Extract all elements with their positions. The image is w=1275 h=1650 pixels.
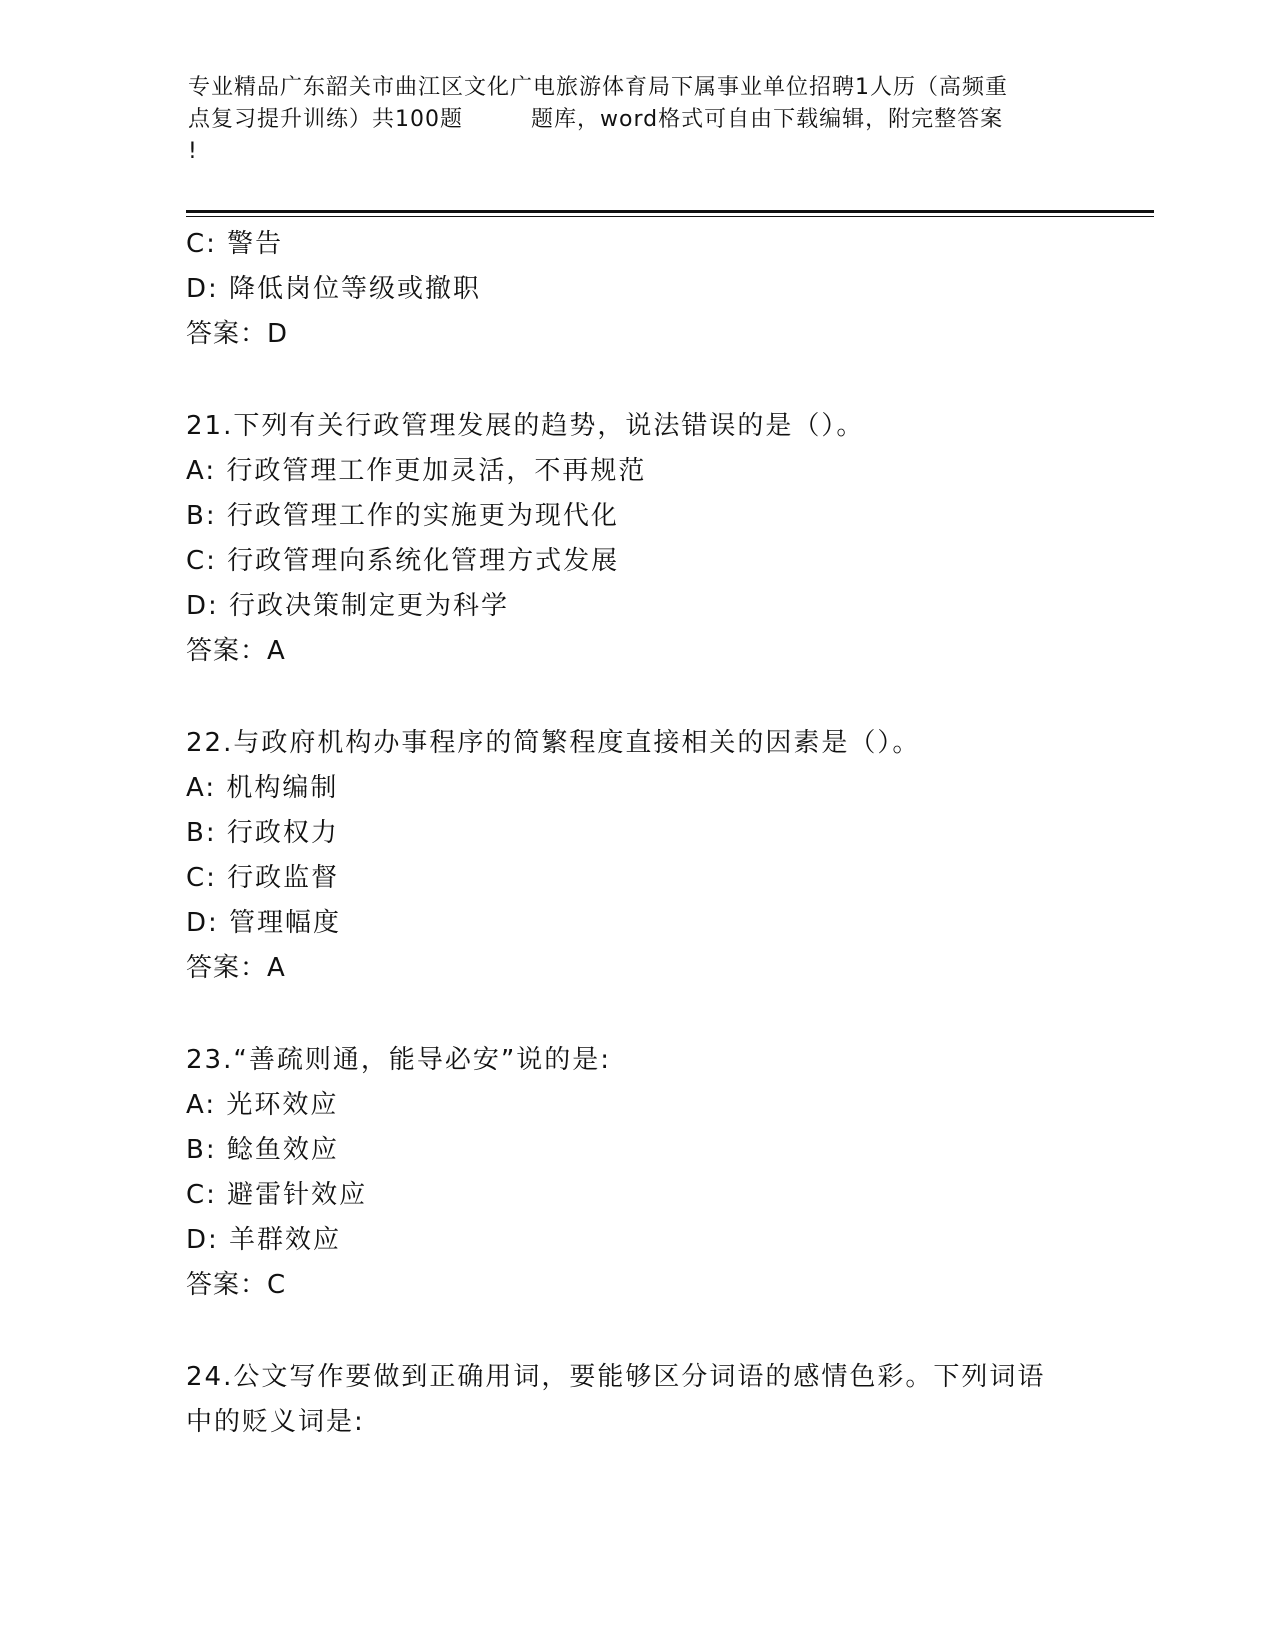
q21-answer: 答案：A: [186, 636, 286, 666]
q21-option-c: C: 行政管理向系统化管理方式发展: [186, 546, 620, 576]
header-rule-thick: [186, 210, 1154, 213]
header-line-2b: 题库，word格式可自由下载编辑，附完整答案: [531, 107, 1004, 132]
q22-answer: 答案：A: [186, 953, 286, 983]
q21-question: 21.下列有关行政管理发展的趋势，说法错误的是（）。: [186, 411, 865, 441]
document-header: [188, 72, 1088, 168]
q21-option-b: B: 行政管理工作的实施更为现代化: [186, 501, 619, 531]
question-content: [186, 222, 1086, 1445]
q21-option-d: D: 行政决策制定更为科学: [186, 591, 510, 621]
q22-option-a: A: 机构编制: [186, 773, 339, 803]
q20-option-d: D: 降低岗位等级或撤职: [186, 274, 482, 304]
q24-question-line-1: 24.公文写作要做到正确用词，要能够区分词语的感情色彩。下列词语: [186, 1362, 1046, 1392]
q20-option-c: C: 警告: [186, 229, 284, 259]
q22-option-b: B: 行政权力: [186, 818, 339, 848]
header-line-2a: 点复习提升训练）共100题: [188, 107, 463, 132]
header-rule-thin: [186, 216, 1154, 217]
header-line-3: !: [188, 139, 198, 164]
q24-question-line-2: 中的贬义词是:: [186, 1407, 365, 1437]
q23-question: 23.“善疏则通，能导必安”说的是:: [186, 1045, 612, 1075]
q23-option-c: C: 避雷针效应: [186, 1180, 368, 1210]
q21-option-a: A: 行政管理工作更加灵活，不再规范: [186, 456, 647, 486]
q22-option-c: C: 行政监督: [186, 863, 340, 893]
q22-option-d: D: 管理幅度: [186, 908, 342, 938]
q23-answer: 答案：C: [186, 1270, 287, 1300]
q23-option-b: B: 鲶鱼效应: [186, 1135, 339, 1165]
q22-question: 22.与政府机构办事程序的简繁程度直接相关的因素是（）。: [186, 728, 921, 758]
header-line-2: [188, 104, 1088, 136]
q23-option-a: A: 光环效应: [186, 1090, 339, 1120]
header-line-1: 专业精品广东韶关市曲江区文化广电旅游体育局下属事业单位招聘1人历（高频重: [188, 75, 1008, 100]
q20-answer: 答案：D: [186, 319, 289, 349]
q23-option-d: D: 羊群效应: [186, 1225, 342, 1255]
